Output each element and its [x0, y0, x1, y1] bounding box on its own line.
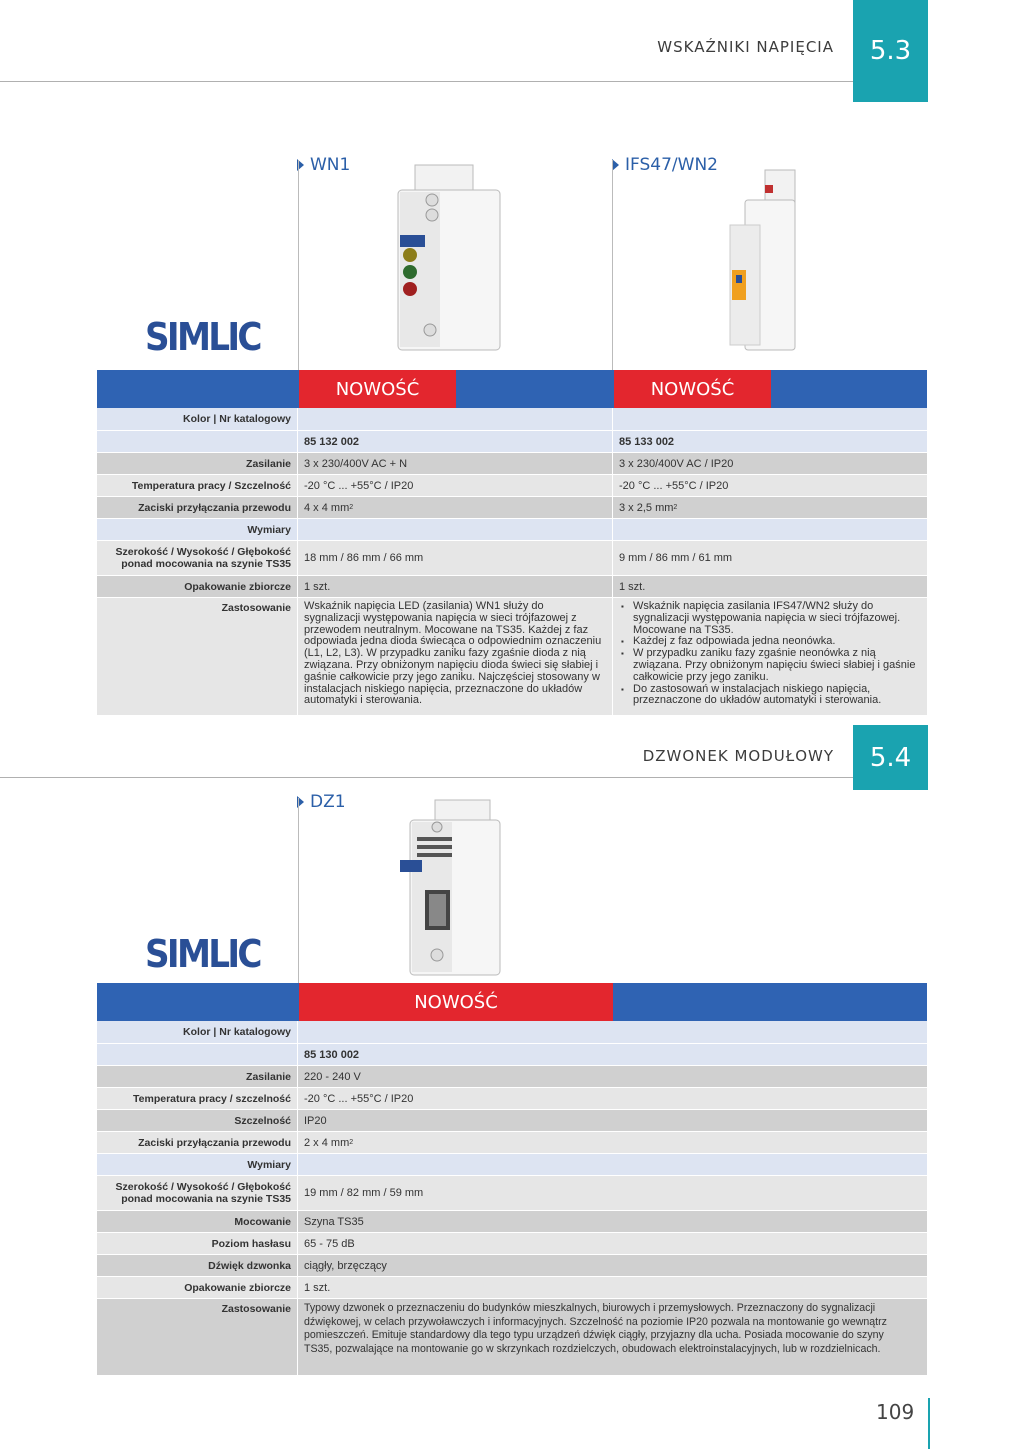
- superscript: 2: [349, 504, 354, 511]
- list-item: ▪ W przypadku zaniku fazy zgaśnie neonówka z nią związana. Przy obniżonym napięciu świeci słabiej i gaśnie całkowicie przy jego zaniku.: [619, 648, 919, 683]
- row-label: Kolor | Nr katalogowy: [183, 413, 291, 425]
- table-row: [97, 1277, 927, 1298]
- cell-description: Wskaźnik napięcia LED (zasilania) WN1 służy do sygnalizacji występowania napięcia w sieci trójfazowej z przewodem neutralnym. Mocowane na TS35. Każdej z faz odpowiada jedna dioda świecąca o odpowiednim oznaczeniu (L1, L2, L3). W przypadku zaniku fazy zgaśnie dioda z nią związana. Przy obniżonym napięciu dioda świeci się słabiej i gaśnie całkowicie przy jego zaniku. Najczęściej stosowany w instalacjach niskiego napięcia, przeznaczone do układów automatyki i sterowania.: [297, 598, 612, 715]
- arrow-right-icon: [612, 159, 619, 171]
- table-row: [97, 1299, 927, 1375]
- table-row: [97, 541, 927, 575]
- cell-value: 1 szt.: [297, 576, 612, 597]
- row-label: Mocowanie: [234, 1215, 291, 1228]
- table-row: [97, 1021, 927, 1043]
- new-badge: NOWOŚĆ: [614, 370, 771, 408]
- product-name-dz1: [297, 792, 346, 812]
- catalog-number: 85 130 002: [297, 1044, 927, 1065]
- table-row: [97, 431, 927, 452]
- table-row: [97, 408, 927, 430]
- product-photo-wn1: [380, 160, 510, 355]
- cell-value: [612, 497, 927, 518]
- row-label: Temperatura pracy / Szczelność: [131, 479, 291, 492]
- list-item: ▪ Wskaźnik napięcia zasilania IFS47/WN2 służy do sygnalizacji występowania napięcia w sieci trójfazowej. Mocowane na TS35.: [619, 601, 919, 636]
- description-list: [619, 601, 919, 707]
- row-label: [97, 1176, 297, 1210]
- table-header-band: [97, 370, 927, 408]
- new-badge: NOWOŚĆ: [299, 370, 456, 408]
- cell-value: 1 szt.: [297, 1277, 927, 1298]
- table-row: [97, 453, 927, 474]
- row-label: Opakowanie zbiorcze: [184, 580, 291, 593]
- row-label: Poziom hasłasu: [211, 1237, 291, 1250]
- table-row: [97, 1255, 927, 1276]
- product-name-ifs47: [612, 155, 718, 175]
- table-row: [97, 1132, 927, 1153]
- row-label: Zasilanie: [246, 1070, 291, 1083]
- table-row: [97, 1066, 927, 1087]
- row-label: Zasilanie: [246, 457, 291, 470]
- page-number: 109: [876, 1400, 915, 1424]
- row-label: Dźwięk dzwonka: [208, 1259, 291, 1272]
- cell-value: 65 - 75 dB: [297, 1233, 927, 1254]
- row-label: Zaciski przyłączania przewodu: [138, 501, 291, 514]
- row-label: Zaciski przyłączania przewodu: [138, 1136, 291, 1149]
- row-label: Zastosowanie: [221, 1303, 291, 1315]
- row-label: Szczelność: [234, 1114, 291, 1127]
- section-number: 5.3: [853, 0, 928, 102]
- section-title: DZWONEK MODUŁOWY: [642, 747, 834, 765]
- row-label: Kolor | Nr katalogowy: [183, 1026, 291, 1038]
- table-row: [97, 598, 927, 715]
- superscript: 2: [349, 1139, 354, 1146]
- row-label: Temperatura pracy / szczelność: [133, 1092, 291, 1105]
- cell-value: -20 °C ... +55°C / IP20: [612, 475, 927, 496]
- cell-description: Typowy dzwonek o przeznaczeniu do budynków mieszkalnych, biurowych i przemysłowych. Przeznaczony do sygnalizacji dźwiękowej, w celach przywoławczych i informacyjnych. Szczelność na poziomie IP20 pozwala na montowanie go wewnątrz pomieszczeń. Emituje standardowy dla tego typu urządzeń dźwięk ciągły, przyjazny dla ucha. Posiada mocowanie do szyny TS35, pozwalające na montowanie go w skrzynkach rozdzielczych, obudowach elektroinstalacyjnych, lub w rozdzielnicach.: [297, 1299, 927, 1375]
- header-rule: [0, 81, 928, 82]
- product-name-label: DZ1: [310, 792, 346, 812]
- cell-value: 9 mm / 86 mm / 61 mm: [612, 541, 927, 575]
- product-name-label: WN1: [310, 155, 351, 175]
- table-row: [97, 1176, 927, 1210]
- row-label-line: Szerokość / Wysokość / Głębokość: [115, 546, 291, 558]
- brand-logo: SIMLIC: [145, 315, 260, 359]
- cell-value: -20 °C ... +55°C / IP20: [297, 475, 612, 496]
- row-label: [97, 541, 297, 575]
- cell-text: 2 x 4 mm: [304, 1136, 350, 1149]
- product-name-label: IFS47/WN2: [625, 155, 718, 175]
- cell-value: [297, 497, 612, 518]
- table-row: [97, 1154, 927, 1175]
- column-divider: [298, 798, 299, 983]
- page-number-bar: [928, 1398, 930, 1449]
- product-photo-dz1: [395, 795, 505, 980]
- column-divider: [612, 160, 613, 370]
- row-label: Zastosowanie: [221, 602, 291, 614]
- cell-value: [297, 1132, 927, 1153]
- section-number: 5.4: [853, 725, 928, 790]
- row-label: Wymiary: [247, 523, 291, 536]
- column-divider: [298, 160, 299, 370]
- new-badge: NOWOŚĆ: [299, 983, 613, 1021]
- cell-value: 18 mm / 86 mm / 66 mm: [297, 541, 612, 575]
- table-row: [97, 1110, 927, 1131]
- cell-value: 220 - 240 V: [297, 1066, 927, 1087]
- section-title: WSKAŹNIKI NAPIĘCIA: [657, 38, 834, 56]
- cell-text: 3 x 2,5 mm: [619, 501, 674, 514]
- table-row: [97, 497, 927, 518]
- table-row: [97, 1088, 927, 1109]
- cell-value: 19 mm / 82 mm / 59 mm: [297, 1176, 927, 1210]
- table-row: [97, 1233, 927, 1254]
- list-item: ▪ Każdej z faz odpowiada jedna neonówka.: [619, 636, 919, 648]
- brand-logo: SIMLIC: [145, 932, 260, 976]
- cell-value: IP20: [297, 1110, 927, 1131]
- cell-description: [612, 598, 927, 715]
- cell-value: 1 szt.: [612, 576, 927, 597]
- row-label: Opakowanie zbiorcze: [184, 1281, 291, 1294]
- product-photo-ifs47: [710, 165, 820, 360]
- cell-value: 3 x 230/400V AC + N: [297, 453, 612, 474]
- row-label-line: ponad mocowania na szynie TS35: [121, 558, 291, 570]
- table-row: [97, 519, 927, 540]
- row-label-line: ponad mocowania na szynie TS35: [121, 1193, 291, 1205]
- superscript: 2: [673, 504, 678, 511]
- table-row: [97, 1211, 927, 1232]
- table-row: [97, 576, 927, 597]
- product-name-wn1: [297, 155, 350, 175]
- row-label: Wymiary: [247, 1158, 291, 1171]
- row-label-line: Szerokość / Wysokość / Głębokość: [115, 1181, 291, 1193]
- cell-value: Szyna TS35: [297, 1211, 927, 1232]
- cell-value: -20 °C ... +55°C / IP20: [297, 1088, 927, 1109]
- cell-value: 3 x 230/400V AC / IP20: [612, 453, 927, 474]
- cell-text: 4 x 4 mm: [304, 501, 350, 514]
- cell-value: ciągły, brzęczący: [297, 1255, 927, 1276]
- header-rule: [0, 777, 928, 778]
- catalog-number: 85 133 002: [612, 431, 927, 452]
- table-row: [97, 475, 927, 496]
- list-item: ▪ Do zastosowań w instalacjach niskiego napięcia, przeznaczone do układów automatyki i sterowania.: [619, 684, 919, 708]
- catalog-number: 85 132 002: [297, 431, 612, 452]
- table-row: [97, 1044, 927, 1065]
